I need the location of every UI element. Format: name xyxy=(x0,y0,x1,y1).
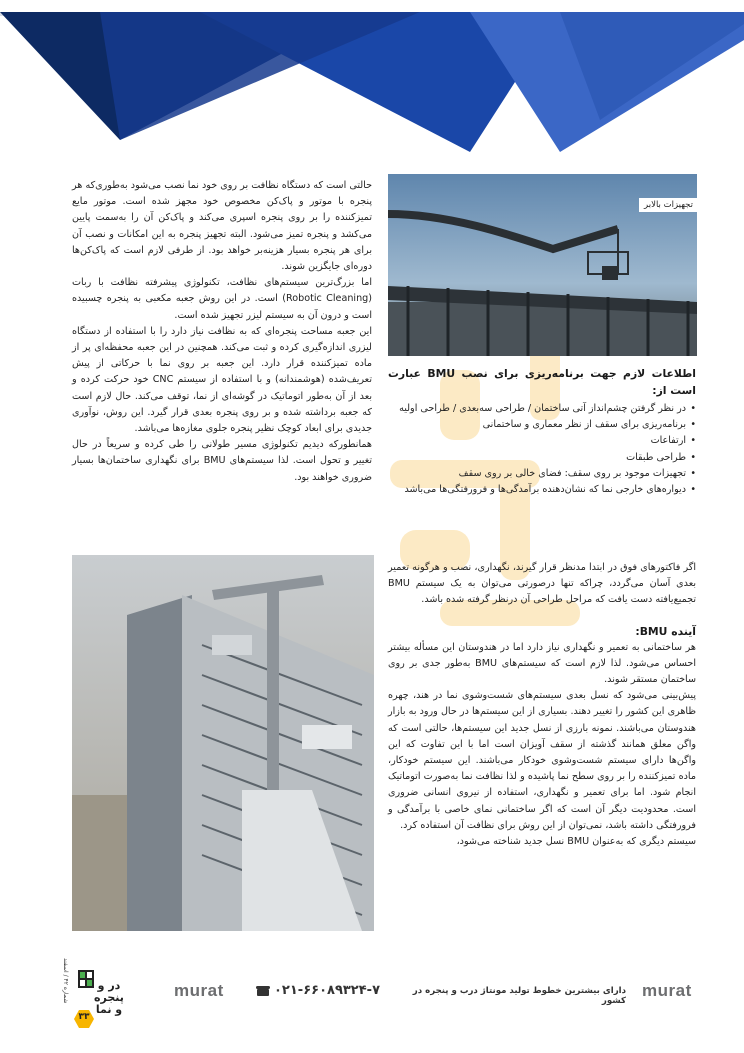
section-heading: اطلاعات لازم جهت برنامه‌ریزی برای نصب BMU عبارت است از: xyxy=(388,367,697,397)
header-banner xyxy=(0,0,744,160)
right-column-top xyxy=(388,365,696,498)
building-photo xyxy=(72,555,374,931)
telephone-icon xyxy=(256,985,270,997)
footer-phone: ۰۲۱-۶۶۰۸۹۳۲۴-۷ xyxy=(274,983,381,998)
paragraph: پیش‌بینی می‌شود که نسل بعدی سیستم‌های شست‌وشوی نما در هند، چهره ظاهری این کشور را تغییر دهند. بسیاری از این سیستم‌ها در حال ورود به بازار هندوستان می‌باشند. نمونه بارزی از نسل جدید این سیستم‌ها، حالتی است که واگن معلق همانند گذشته از سقف آویزان است اما با این تفاوت که این واگن‌ها دارای سیستم شست‌وشوی خودکار می‌باشند. این سیستم خودکار، ماده تمیزکننده را بر روی سطح نما پاشیده و لذا نظافت نما به‌صورت اتوماتیک انجام شود. اما برای تعمیر و نگهداری، استفاده از نیروی انسانی ضروری است. محدودیت دیگر آن است که اگر ساختمانی نمای خاصی با برآمدگی و فرورفتگی داشته باشد، نمی‌توان از این روش برای نظافت آن استفاده کرد. xyxy=(388,690,696,831)
left-column-text xyxy=(72,178,372,486)
paragraph: همانطورکه دیدیم تکنولوژی مسیر طولانی را طی کرده و سریعاً در حال تغییر و تحول است. لذا سیستم‌های BMU برای نگهداری ساختمان‌ها بسیار ضروری خواهند بود. xyxy=(72,439,372,483)
paragraph: هر ساختمانی به تعمیر و نگهداری نیاز دارد اما در هندوستان این مسأله بیشتر احساس می‌شود. لذا لازم است که سیستم‌های BMU به‌طور جدی بر روی ساختمان مستقر شوند. xyxy=(388,641,696,686)
list-item: • در نظر گرفتن چشم‌انداز آتی ساختمان / طراحی سه‌بعدی / طراحی اولیه xyxy=(388,401,696,417)
paragraph: این جعبه مساحت پنجره‌ای که به نظافت نیاز دارد را با استفاده از دستگاه لیزری اندازه‌گیری کرده و ثبت می‌کند. همچنین در این جعبه محفظه‌ای پر از ماده تمیزکننده قرار دارد. این جعبه بر روی نما با حرکاتی از پیش تعریف‌شده (هوشمندانه) و با استفاده از سیستم CNC خود حرکت کرده و بعد از آن به‌طور اتوماتیک در گوشه‌ای از نما، توقف می‌کند. حال لازم است که جعبه برداشته شده و بر روی پنجره بعدی قرار گیرد. این روش، نوآوری جدیدی برای ابعاد کوچک نظیر پنجره جلوی مغازه‌ها می‌باشد. xyxy=(72,325,372,435)
list-item: • برنامه‌ریزی برای سقف از نظر معماری و ساختمانی xyxy=(388,417,696,433)
issue-label: شماره ۴۲ / اسفند xyxy=(62,958,69,1004)
list-item: • ارتفاعات xyxy=(388,433,696,449)
future-heading: آینده BMU: xyxy=(635,624,696,638)
page-number: ۳۳ xyxy=(78,1012,90,1022)
murat-logo-left: murat xyxy=(174,981,224,1000)
paragraph: اما بزرگ‌ترین سیستم‌های نظافت، تکنولوژی پیشرفته نظافت با ربات (Robotic Cleaning) است. در این روش جعبه مکعبی به پنجره چسبیده است و درون آن به سیستم لیزر تجهیز شده است. xyxy=(72,277,372,321)
list-item: • تجهیزات موجود بر روی سقف: فضای خالی بر روی سقف xyxy=(388,466,696,482)
list-item: • دیواره‌های خارجی نما که نشان‌دهنده برآمدگی‌ها و فرورفتگی‌ها می‌باشد xyxy=(388,482,696,498)
paragraph: حالتی است که دستگاه نظافت بر روی خود نما نصب می‌شود به‌طوری‌که هر پنجره با موتور و پاک‌کن مخصوص خود مجهز شده است. موتور مایع تمیزکننده را بر روی پنجره اسپری می‌کند و پاک‌کن آن را به‌سمت پایین می‌کشد و پنجره تمیز می‌شود. البته تجهیز پنجره به این امکانات و نصب آن برای هر پنجره بسیار هزینه‌بر خواهد بود. از طرفی لازم است که پاک‌کن‌ها دوره‌ای جایگزین شوند. xyxy=(72,180,372,273)
list-item: • طراحی طبقات xyxy=(388,450,696,466)
photo-caption: تجهیزات بالابر xyxy=(639,198,698,212)
paragraph: اگر فاکتورهای فوق در ابتدا مدنظر قرار گیرند، نگهداری، نصب و هرگونه تعمیر بعدی آسان می‌گردد، چراکه تنها درصورتی می‌توان به یک سیستم BMU تجمیع‌یافته دست یافت که مراحل طراحی آن درنظر گرفته شده باشد. xyxy=(388,562,696,606)
footer-tagline: دارای بیشترین خطوط تولید مونتاژ درب و پنجره در کشور xyxy=(412,986,626,1006)
requirements-list xyxy=(388,401,696,498)
paragraph: سیستم دیگری که به‌عنوان BMU نسل جدید شناخته می‌شود، xyxy=(456,836,696,848)
magazine-name: در و پنجره و نما xyxy=(94,979,124,1016)
murat-logo-right: murat xyxy=(642,981,692,1000)
right-column-bottom xyxy=(388,560,696,850)
